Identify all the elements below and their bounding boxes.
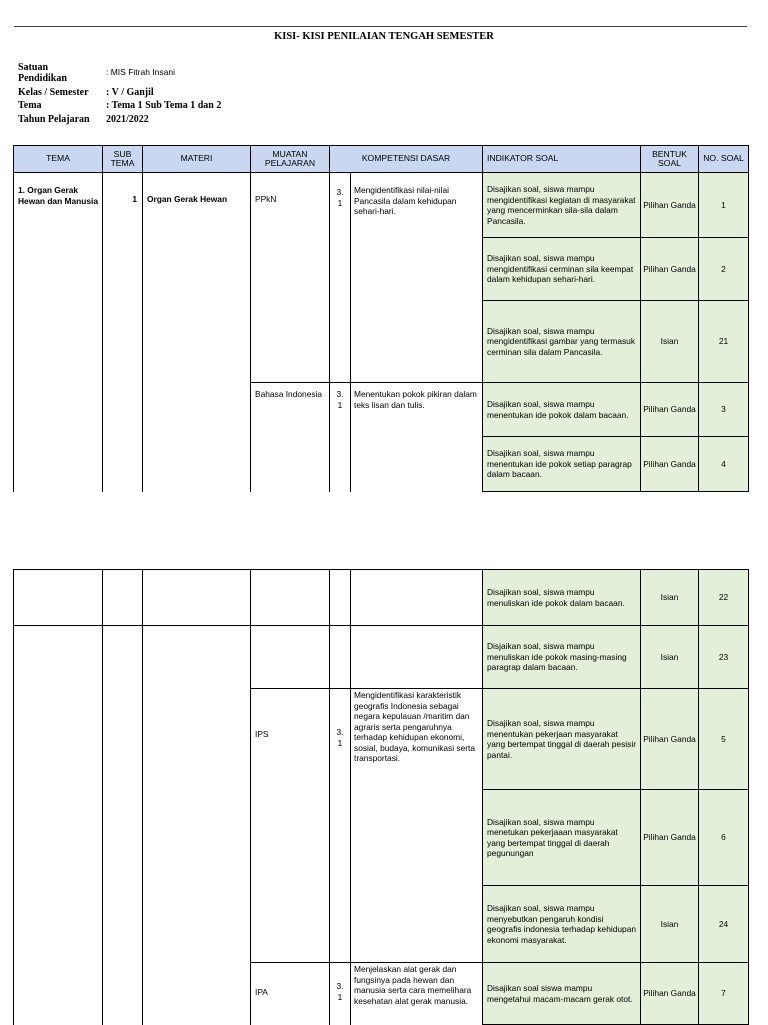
- cell-sub-tema: 1: [103, 173, 143, 492]
- no-5: 5: [699, 689, 749, 790]
- top-rule: [14, 26, 747, 27]
- p2-muatan-bindo: [251, 626, 330, 689]
- cell-tema: 1. Organ Gerak Hewan dan Manusia: [14, 173, 103, 492]
- no-2: 2: [699, 238, 749, 301]
- col-tema: TEMA: [14, 146, 103, 173]
- col-bentuk: BENTUK SOAL: [641, 146, 699, 173]
- meta-value-kelas: : V / Ganjil: [106, 87, 154, 98]
- cell-kd-num-bindo: 3. 1: [330, 383, 351, 492]
- indikator-5: Disajikan soal, siswa mampu menentukan pekerjaan masyarakat yang bertempat tinggal di daerah pesisir pantai.: [483, 689, 641, 790]
- bentuk-5: Pilihan Ganda: [641, 689, 699, 790]
- bentuk-22: Isian: [641, 570, 699, 626]
- cell-kd-ppkn: Mengidentifikasi nilai-nilai Pancasila dalam kehidupan sehari-hari.: [351, 173, 483, 383]
- indikator-4: Disajikan soal, siswa mampu menentukan ide pokok setiap paragrap dalam bacaan.: [483, 437, 641, 492]
- cell-muatan-ipa: IPA: [251, 963, 330, 1025]
- no-22: 22: [699, 570, 749, 626]
- indikator-22: Disajikan soal, siswa mampu menuliskan ide pokok dalam bacaan.: [483, 570, 641, 626]
- bentuk-24: Isian: [641, 886, 699, 963]
- col-materi: MATERI: [143, 146, 251, 173]
- cell-kd-ipa: Menjelaskan alat gerak dan fungsinya pada hewan dan manusia serta cara memelihara kesehatan alat gerak manusia.: [351, 963, 483, 1025]
- col-no: NO. SOAL: [699, 146, 749, 173]
- indikator-7: Disajikan soal siswa mampu mengetahui macam-macam gerak otot.: [483, 963, 641, 1025]
- p2-subtema-blank: [103, 570, 143, 626]
- indikator-1: Disajikan soal, siswa mampu mengidentifikasi kegiatan di masyarakat yang mencerminkan sila-sila dalam Pancasila.: [483, 173, 641, 238]
- p2-tema-blank: [14, 570, 103, 626]
- p2-kdnum-blank: [330, 570, 351, 626]
- col-indikator: INDIKATOR SOAL: [483, 146, 641, 173]
- meta-label-satuan: Satuan Pendidikan: [18, 62, 67, 84]
- cell-kd-num-ipa: 3. 1: [330, 963, 351, 1025]
- no-21: 21: [699, 301, 749, 383]
- meta-value-tahun: 2021/2022: [106, 114, 149, 125]
- p2-materi-cont: [143, 626, 251, 1025]
- meta-value-tema: : Tema 1 Sub Tema 1 dan 2: [106, 100, 222, 111]
- cell-kd-bindo: Menentukan pokok pikiran dalam teks lisan dan tulis.: [351, 383, 483, 492]
- indikator-3: Disajikan soal, siswa mampu menentukan ide pokok dalam bacaan.: [483, 383, 641, 437]
- indikator-21: Disajikan soal, siswa mampu mengidentifikasi gambar yang termasuk cerminan sila dalam Pancasila.: [483, 301, 641, 383]
- p2-subtema-cont: [103, 626, 143, 1025]
- bentuk-2: Pilihan Ganda: [641, 238, 699, 301]
- cell-muatan-bindo: Bahasa Indonesia: [251, 383, 330, 492]
- col-sub-tema: SUB TEMA: [103, 146, 143, 173]
- document-title: KISI- KISI PENILAIAN TENGAH SEMESTER: [274, 31, 494, 42]
- no-24: 24: [699, 886, 749, 963]
- meta-label-tahun: Tahun Pelajaran: [18, 114, 90, 125]
- no-4: 4: [699, 437, 749, 492]
- p2-kd-bindo: [351, 626, 483, 689]
- cell-muatan-ips: IPS: [251, 689, 330, 963]
- indikator-2: Disajikan soal, siswa mampu mengidentifikasi cerminan sila keempat dalam kehidupan sehari-hari.: [483, 238, 641, 301]
- no-23: 23: [699, 626, 749, 689]
- kisi-table-page-2: [13, 569, 749, 1025]
- bentuk-7: Pilihan Ganda: [641, 963, 699, 1025]
- bentuk-6: Pilihan Ganda: [641, 790, 699, 886]
- indikator-24: Disajikan soal, siswa mampu menyebutkan pengaruh kondisi geografis indonesia terhadap kehidupan ekonomi masyarakat.: [483, 886, 641, 963]
- bentuk-4: Pilihan Ganda: [641, 437, 699, 492]
- meta-label-tema: Tema: [18, 100, 42, 111]
- cell-kd-num-ppkn: 3. 1: [330, 173, 351, 383]
- meta-label-kelas: Kelas / Semester: [18, 87, 89, 98]
- no-3: 3: [699, 383, 749, 437]
- p2-kd-blank: [351, 570, 483, 626]
- cell-muatan-ppkn: PPkN: [251, 173, 330, 383]
- no-1: 1: [699, 173, 749, 238]
- p2-kdnum-bindo: [330, 626, 351, 689]
- no-6: 6: [699, 790, 749, 886]
- bentuk-3: Pilihan Ganda: [641, 383, 699, 437]
- bentuk-23: Isian: [641, 626, 699, 689]
- indikator-6: Disajikan soal, siswa mampu menetukan pekerjaaan masyarakat yang bertempat tinggal di daerah pegunungan: [483, 790, 641, 886]
- p2-muatan-blank: [251, 570, 330, 626]
- no-7: 7: [699, 963, 749, 1025]
- bentuk-1: Pilihan Ganda: [641, 173, 699, 238]
- cell-kd-ips: Mengidentifikasi karakteristik geografis Indonesia sebagai negara kepulauan /maritim dan agraris serta pengaruhnya terhadap kehidupan ekonomi, sosial, budaya, komunikasi serta transportasi.: [351, 689, 483, 963]
- indikator-23: Disjaikan soal, siswa mampu menuliskan ide pokok masing-masing paragrap dalam bacaan.: [483, 626, 641, 689]
- p2-materi-blank: [143, 570, 251, 626]
- p2-tema-cont: [14, 626, 103, 1025]
- col-muatan: MUATAN PELAJARAN: [251, 146, 330, 173]
- col-kompetensi: KOMPETENSI DASAR: [330, 146, 483, 173]
- cell-kd-num-ips: 3. 1: [330, 689, 351, 963]
- bentuk-21: Isian: [641, 301, 699, 383]
- cell-materi: Organ Gerak Hewan: [143, 173, 251, 492]
- meta-value-satuan: : MIS Fitrah Insani: [106, 67, 175, 77]
- kisi-table-page-1: [13, 145, 749, 492]
